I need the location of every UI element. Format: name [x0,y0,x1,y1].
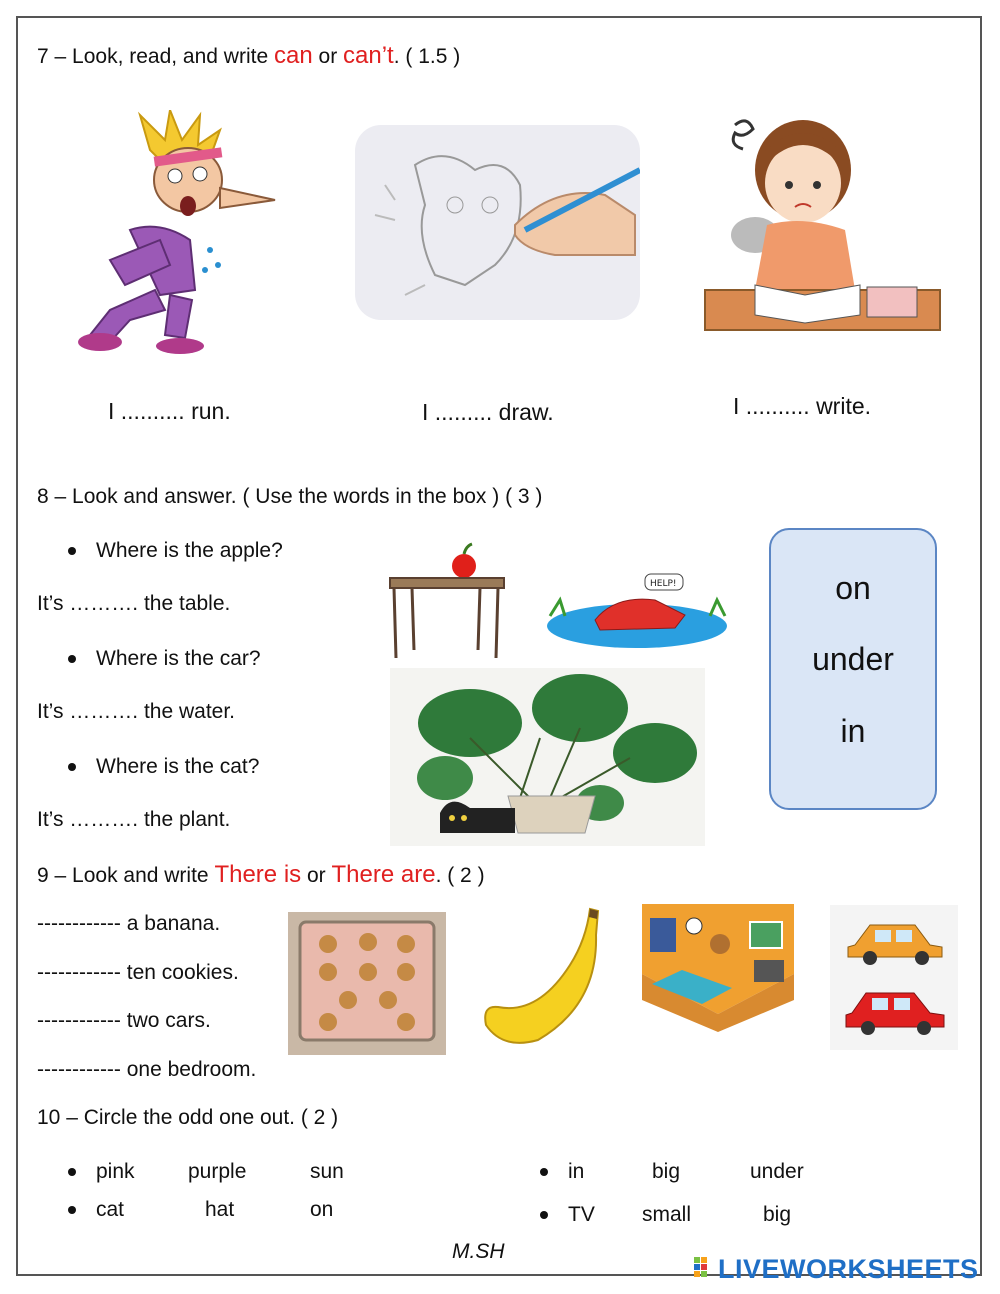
q7-points: . ( 1.5 ) [393,45,461,68]
q7-title-text: 7 – Look, read, and write [37,45,274,68]
q10-title: 10 – Circle the odd one out. ( 2 ) [37,1106,339,1129]
q10-word[interactable]: TV [568,1203,595,1226]
q9-sentence-bedroom: ------------ one bedroom. [37,1058,257,1081]
author-signature: M.SH [452,1240,505,1263]
q10-word[interactable]: big [763,1203,792,1226]
q10-word[interactable]: purple [188,1160,247,1183]
q9-title [37,862,485,889]
word-in: in [840,713,866,749]
q9-points: . ( 2 ) [435,864,485,887]
q7-cant-word: can’t [343,42,394,69]
q8-answer-car: It’s ………. the water. [37,700,236,723]
bullet [68,1206,76,1214]
q8-answer-cat: It’s ………. the plant. [37,808,231,831]
bedroom-image [642,904,794,1032]
bullet [68,763,76,771]
liveworksheets-logo[interactable]: LIVEWORKSHEETS [718,1254,979,1284]
q10-word[interactable]: cat [96,1198,125,1221]
q7-title [37,43,460,70]
q8-question-cat: Where is the cat? [96,755,260,778]
q10-word[interactable]: small [642,1203,692,1226]
word-on: on [835,570,871,606]
q9-sentence-cookies: ------------ ten cookies. [37,961,239,984]
banana-image [478,905,608,1050]
q7-can-word: can [273,42,313,69]
q9-sentence-banana: ------------ a banana. [37,912,221,935]
q7-sentence-write: I .......... write. [733,393,872,419]
drawing-hand-image [355,125,640,320]
bullet [68,1168,76,1176]
two-cars-image [830,905,958,1050]
q8-title: 8 – Look and answer. ( Use the words in the box ) ( 3 ) [37,485,543,508]
q9-or: or [301,864,332,887]
q9-sentence-cars: ------------ two cars. [37,1009,211,1032]
q10-word[interactable]: hat [205,1198,235,1221]
q10-word[interactable]: big [652,1160,681,1183]
q10-word[interactable]: sun [310,1160,344,1183]
cookies-tray-image [288,912,446,1055]
bullet [68,547,76,555]
word-box [769,528,937,810]
q9-title-text: 9 – Look and write [37,864,215,887]
bullet [540,1211,548,1219]
q10-word[interactable]: pink [96,1160,135,1183]
q9-there-are: There are [331,861,436,888]
q10-word[interactable]: under [750,1160,804,1183]
tired-runner-image [70,110,305,355]
bullet [540,1168,548,1176]
q8-question-car: Where is the car? [96,647,261,670]
q10-word[interactable]: in [568,1160,585,1183]
q7-sentence-run: I .......... run. [108,398,231,424]
q9-there-is: There is [214,861,302,888]
cat-under-plant-image [390,668,705,846]
apple-on-table-image [388,540,506,660]
help-label: HELP! [650,579,677,589]
q7-sentence-draw: I ......... draw. [422,399,554,425]
q7-or: or [312,45,344,68]
confused-girl-image [695,115,950,340]
bullet [68,655,76,663]
q10-word[interactable]: on [310,1198,334,1221]
word-under: under [812,641,894,677]
q8-answer-apple: It’s ………. the table. [37,592,231,615]
liveworksheets-logo-icon [694,1257,714,1281]
car-in-water-image [545,570,730,650]
q8-question-apple: Where is the apple? [96,539,283,562]
